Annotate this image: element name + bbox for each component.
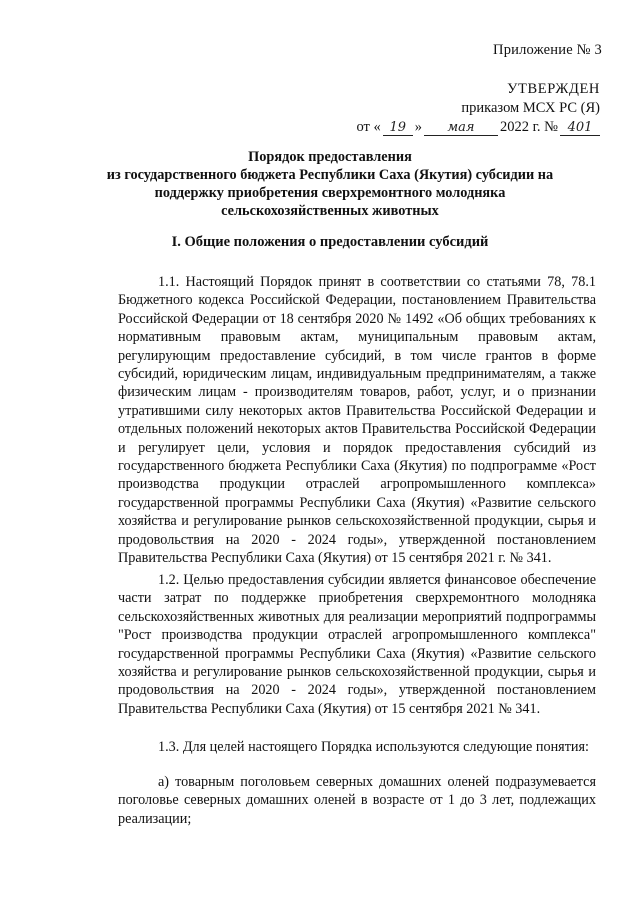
handwritten-day: 19 bbox=[383, 121, 413, 136]
title-line-4: сельскохозяйственных животных bbox=[221, 203, 439, 219]
title-line-1: Порядок предоставления bbox=[248, 149, 412, 165]
order-label: приказом МСХ РС (Я) bbox=[461, 100, 600, 116]
annex-label: Приложение № 3 bbox=[493, 42, 602, 58]
approved-heading: УТВЕРЖДЕН bbox=[507, 81, 600, 97]
order-date-line bbox=[356, 118, 600, 137]
paragraph-1-2: 1.2. Целью предоставления субсидии является финансовое обеспечение части затрат по поддержке приобретения сверхремонтного молодняка сельскохозяйственных животных для реализации мероприятий подпрограммы "Рост производства продукции отраслей агропромышленного комплекса" государственной программы Республики Саха (Якутия) «Развитие сельского хозяйства и регулирование рынков сельскохозяйственной продукции, сырья и продовольствия на 2020 - 2024 годы», утвержденной постановлением Правительства Республики Саха (Якутия) от 15 сентября 2021 № 341. bbox=[118, 572, 596, 717]
paragraph-1-1: 1.1. Настоящий Порядок принят в соответствии со статьями 78, 78.1 Бюджетного кодекса Российской Федерации, постановлением Правительства Российской Федерации от 18 сентября 2020 № 1492 «Об общих требованиях к нормативным правовым актам, муниципальным правовым актам, регулирующим предоставление субсидий, в том числе грантов в форме субсидий, юридическим лицам, индивидуальным предпринимателям, а также физическим лицам - производителям товаров, работ, услуг, и о признании утратившими силу некоторых актов Правительства Российской Федерации и отдельных положений некоторых актов Правительства Российской Федерации и регулирует цели, условия и порядок предоставления субсидий из государственного бюджета Республики Саха (Якутия) по подпрограмме «Рост производства продукции отраслей агропромышленного комплекса» государственной программы Республики Саха (Якутия) «Развитие сельского хозяйства и регулирование рынков сельскохозяйственной продукции, сырья и продовольствия на 2020 - 2024 годы», утвержденной постановлением Правительства Республики Саха (Якутия) от 15 сентября 2021 г. № 341. bbox=[118, 274, 596, 567]
paragraph-1-3: 1.3. Для целей настоящего Порядка используются следующие понятия: bbox=[158, 739, 589, 755]
handwritten-order-number: 401 bbox=[560, 121, 600, 136]
date-prefix: от « bbox=[356, 119, 381, 135]
title-line-3: поддержку приобретения сверхремонтного молодняка bbox=[154, 185, 506, 201]
date-mid: » bbox=[414, 119, 422, 135]
approval-stamp-block bbox=[356, 80, 600, 137]
document-title bbox=[70, 148, 590, 220]
section-1-heading: I. Общие положения о предоставлении субсидий bbox=[171, 234, 489, 250]
date-year: 2022 г. № bbox=[499, 119, 558, 135]
title-line-2: из государственного бюджета Республики Саха (Якутия) субсидии на bbox=[106, 167, 554, 183]
paragraph-a: а) товарным поголовьем северных домашних оленей подразумевается поголовье северных домашних оленей в возрасте от 1 до 3 лет, подлежащих реализации; bbox=[118, 774, 596, 827]
handwritten-month: мая bbox=[424, 121, 498, 136]
